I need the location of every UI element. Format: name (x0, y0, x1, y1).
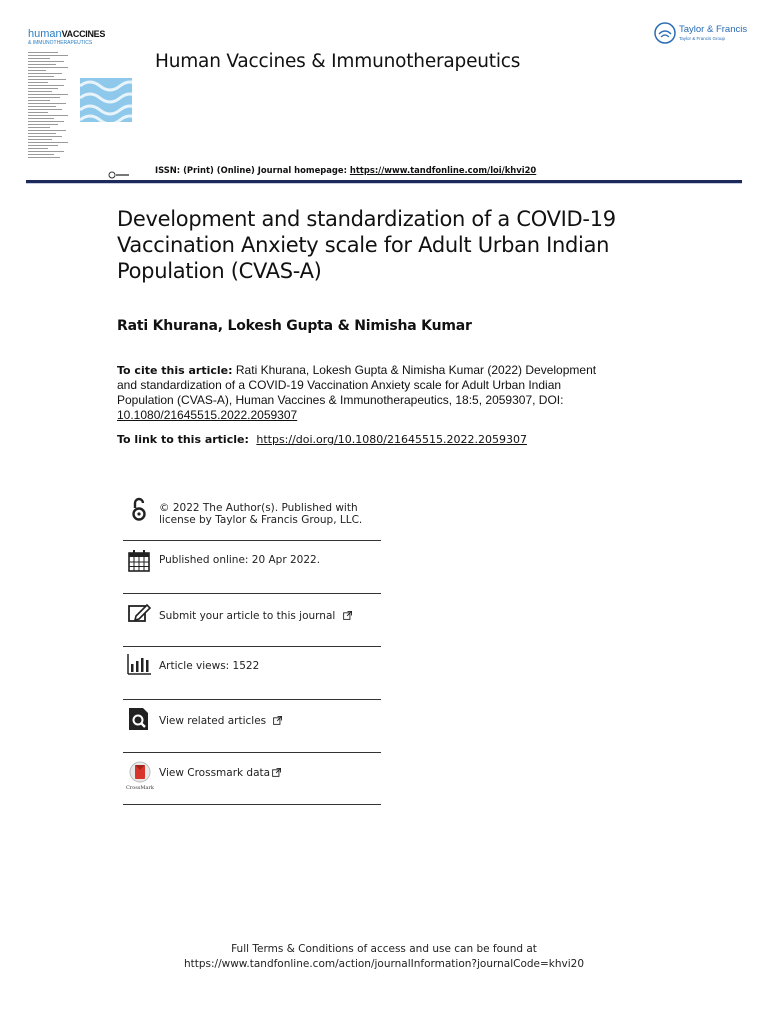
header-divider-shadow (26, 183, 742, 184)
crossmark-link[interactable] (159, 767, 281, 779)
link-label: To link to this article: (117, 433, 249, 446)
article-link-line (117, 433, 527, 446)
footer-terms-link[interactable]: https://www.tandfonline.com/action/journalInformation?journalCode=khvi20 (183, 958, 585, 970)
calendar-icon (126, 548, 152, 574)
external-link-icon (272, 768, 281, 777)
external-link-icon (273, 716, 282, 725)
external-link-icon (343, 611, 352, 620)
cite-label: To cite this article: (117, 364, 233, 377)
taylor-francis-logo[interactable] (654, 22, 749, 48)
taylor-francis-emblem-icon (654, 22, 676, 44)
cite-text: Rati Khurana, Lokesh Gupta & Nimisha Kumar (2022) Development and standardization of a COVID-19 Vaccination Anxiety scale for Adult Urban Indian Population (CVAS-A), Human Vaccines & Immunotherapeutics, 18:5, 2059307, DOI: (117, 363, 597, 407)
bar-chart-icon (126, 652, 152, 678)
article-doi-link[interactable]: https://doi.org/10.1080/21645515.2022.2059307 (256, 433, 527, 446)
terms-footer (0, 942, 768, 972)
info-divider (123, 804, 381, 805)
cover-logo-subtitle: & IMMUNOTHERAPEUTICS (28, 40, 93, 46)
citation-block (117, 363, 617, 423)
journal-homepage-link[interactable]: https://www.tandfonline.com/loi/khvi20 (349, 165, 537, 175)
cover-logo (28, 30, 105, 39)
article-views: Article views: 1522 (159, 660, 260, 672)
submit-article-link[interactable] (159, 610, 352, 622)
edit-icon (126, 600, 152, 626)
cover-logo-vaccines: VACCINES (61, 29, 106, 39)
crossmark-label: View Crossmark data (159, 767, 271, 779)
journal-cover-thumbnail (28, 30, 136, 172)
footer-line-1: Full Terms & Conditions of access and use can be found at (231, 943, 537, 955)
open-access-icon (126, 496, 152, 522)
article-title: Development and standardization of a COVID-19 Vaccination Anxiety scale for Adult Urban Indian Population (CVAS-A) (117, 207, 616, 283)
journal-title: Human Vaccines & Immunotherapeutics (155, 51, 521, 72)
info-divider (123, 646, 381, 647)
publisher-name: Taylor & Francis (679, 24, 748, 35)
info-divider (123, 699, 381, 700)
license-line-1: © 2022 The Author(s). Published with (159, 502, 358, 514)
info-divider (123, 752, 381, 753)
license-line-2: license by Taylor & Francis Group, LLC. (159, 514, 363, 526)
issn-line (155, 165, 536, 175)
article-authors: Rati Khurana, Lokesh Gupta & Nimisha Kumar (117, 318, 472, 334)
related-articles-label: View related articles (159, 715, 267, 727)
issn-label: ISSN: (Print) (Online) Journal homepage: (155, 165, 347, 175)
info-divider (123, 540, 381, 541)
cite-doi-link[interactable]: 10.1080/21645515.2022.2059307 (117, 408, 298, 422)
submit-article-label: Submit your article to this journal (159, 610, 336, 622)
cover-logo-human: human (28, 28, 62, 40)
cover-text-lines (28, 52, 76, 200)
related-articles-link[interactable] (159, 715, 282, 727)
crossmark-icon-label: CrossMark (126, 785, 154, 790)
cover-artwork (80, 78, 132, 122)
published-date: Published online: 20 Apr 2022. (159, 554, 321, 566)
document-search-icon (126, 706, 152, 732)
publisher-group: Taylor & Francis Group (679, 36, 726, 41)
info-divider (123, 593, 381, 594)
publisher-small-logo (108, 164, 130, 172)
crossmark-icon (126, 760, 154, 790)
